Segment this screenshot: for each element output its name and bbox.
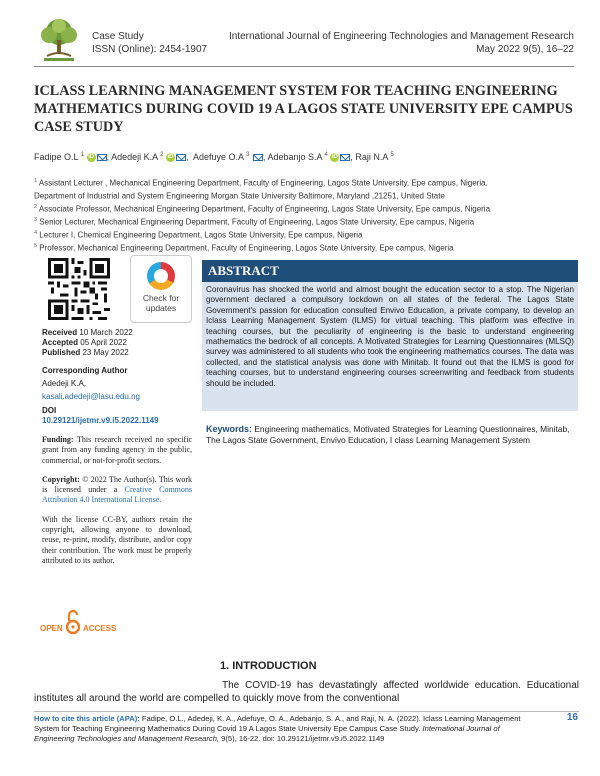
open-access-badge: OPEN ACCESS	[40, 609, 130, 639]
author-name[interactable]: Adebanjo S.A	[267, 152, 323, 162]
affiliation-item: $^1$ Assistant Lecturer , Mechanical Engineering Department, Faculty of Engineering, Lagos State University, Epe campus, Nigeria.	[34, 178, 488, 188]
affiliations	[34, 176, 579, 254]
footer-divider	[34, 711, 579, 712]
article-dates: Received 10 March 2022 Accepted 05 April 2022 Published 23 May 2022	[42, 328, 133, 357]
journal-name: International Journal of Engineering Technologies and Management Research	[228, 31, 574, 42]
check-for-updates-button[interactable]: Check for updates	[130, 255, 192, 323]
cite-text: Fadipe, O.L., Adedeji, K. A., Adefuye, O. A., Adebanjo, S. A., and Raji, N. A. (2022). Iclass Learning Management System for Teaching Engineering Mathematics During Covid 19 A Lagos State University Epe Campus Case Study.	[34, 714, 521, 733]
corresponding-email-link[interactable]: kasali.adedeji@lasu.edu.ng	[42, 392, 140, 401]
journal-issue: May 2022 9(5), 16–22	[476, 44, 574, 55]
article-info-sidebar	[42, 328, 192, 566]
affiliation-item: $^2$ Associate Professor, Mechanical Engineering Department, Faculty of Engineering, Lagos State University, Epe campus, Nigeria	[34, 204, 491, 214]
copyright-statement: Copyright: © 2022 The Author(s). This work is licensed under a Creative Commons Attribution 4.0 International License.	[42, 474, 193, 505]
affiliation-item: $^3$ Senior Lecturer, Mechanical Engineering Department, Faculty of Engineering, Lagos State University, Epe campus, Nigeria	[34, 217, 475, 227]
orcid-icon[interactable]: iD	[331, 154, 338, 161]
abstract-box	[202, 260, 578, 411]
received-date: 10 March 2022	[79, 328, 133, 337]
accepted-date: 05 April 2022	[80, 338, 127, 347]
affiliation-item: Department of Industrial and System Engineering Morgan State University Baltimore, Maryland ,21251, United State	[34, 191, 445, 201]
page-number: 16	[566, 712, 578, 723]
issn: ISSN (Online): 2454-1907	[92, 44, 208, 55]
email-icon[interactable]	[253, 154, 263, 161]
cite-journal: International Journal of Engineering Technologies and Management Research,	[34, 724, 500, 743]
abstract-heading: ABSTRACT	[202, 260, 578, 282]
header-right	[229, 30, 574, 56]
author-name[interactable]: Raji N.A	[355, 152, 388, 162]
header-divider	[34, 66, 574, 67]
author-name[interactable]: Fadipe O.L	[34, 152, 79, 162]
author-list: Fadipe O.L $^1$ iD , Adedeji K.A $^2$ iD , Adefuye O.A $^3$ , Adebanjo S.A $^4$ iD , Raji N.A $^5$	[34, 152, 394, 162]
intro-paragraph: The COVID-19 has devastatingly affected worldwide education. Educational institutes all around the world are compelled to quickly move from the conventional	[34, 680, 579, 704]
open-access-lock-icon	[66, 609, 80, 635]
affiliation-item: $^5$ Professor, Mechanical Engineering Department, Faculty of Engineering, Lagos State University, Epe campus, Nigeria	[34, 243, 454, 253]
journal-type: Case Study	[92, 31, 144, 42]
citation-footer	[34, 714, 534, 744]
section-heading: 1. INTRODUCTION	[220, 660, 317, 672]
keywords	[206, 424, 578, 445]
author-name[interactable]: Adefuye O.A	[193, 152, 244, 162]
affiliation-item: $^4$ Lecturer I, Chemical Engineering Department, Lagos State University, Epe campus, Nigeria	[34, 230, 363, 240]
corresponding-author: Corresponding Author Adedeji K.A, kasali.adedeji@lasu.edu.ng	[42, 366, 192, 402]
email-icon[interactable]	[97, 154, 107, 161]
doi-block: DOI 10.29121/ijetmr.v9.i5.2022.1149	[42, 406, 192, 426]
email-icon[interactable]	[340, 154, 350, 161]
cite-label: How to cite this article (APA):	[34, 714, 140, 723]
orcid-icon[interactable]: iD	[88, 154, 95, 161]
author-name[interactable]: Adedeji K.A	[111, 152, 158, 162]
orcid-icon[interactable]: iD	[167, 154, 174, 161]
journal-logo-tree-icon	[34, 16, 84, 64]
keywords-text: Engineering mathematics, Motivated Strategies for Learning Questionnaires, Minitab, The Lagos State Government, Envivo Education, I class Learning Management System	[206, 424, 570, 445]
crossmark-icon	[147, 262, 175, 290]
doi-link[interactable]: 10.29121/ijetmr.v9.i5.2022.1149	[42, 416, 159, 425]
page-header	[34, 16, 574, 66]
abstract-text: Coronavirus has shocked the world and almost bought the education sector to a stop. The Nigerian government declared a compulsory lockdown on all states of the federal. The Lagos State Government's passion for education consulted Envivo Education, a private company, to develop an Iclass Learning Management System (ILMS) for virtual teaching. This platform was effective in teaching courses, but the peculiarity of engineering is the basic to understand engineering mathematics the bedrock of all concepts. A Motivated Strategies for Learning Questionnaires (MLSQ) survey was administered to all students who took the engineering mathematics courses. The data was collected, and the statistical analysis was done with Minitab. It found out that the ILMS is good for teaching courses, but to understand engineering courses screenwriting and feedback from students should be included.	[206, 285, 574, 388]
license-note: With the license CC-BY, authors retain the copyright, allowing anyone to download, reuse, re-print, modify, distribute, and/or copy their contribution. The work must be properly attributed to its author.	[42, 514, 192, 565]
qr-code-icon[interactable]	[48, 258, 110, 320]
license-link[interactable]: Creative Commons Attribution 4.0 International License.	[42, 485, 193, 505]
email-icon[interactable]	[176, 154, 186, 161]
paper-title: ICLASS LEARNING MANAGEMENT SYSTEM FOR TEACHING ENGINEERING MATHEMATICS DURING COVID 19 A LAGOS STATE UNIVERSITY EPE CAMPUS CASE STUDY	[34, 83, 573, 135]
cite-volume: 9(5), 16-22. doi: 10.29121/ijetmr.v9.i5.2022.1149	[221, 734, 385, 743]
header-left	[92, 30, 207, 56]
keywords-label: Keywords:	[206, 424, 253, 434]
published-date: 23 May 2022	[82, 348, 129, 357]
funding-statement: Funding: This research received no specific grant from any funding agency in the public, commercial, or not-for-profit sectors.	[42, 435, 192, 465]
